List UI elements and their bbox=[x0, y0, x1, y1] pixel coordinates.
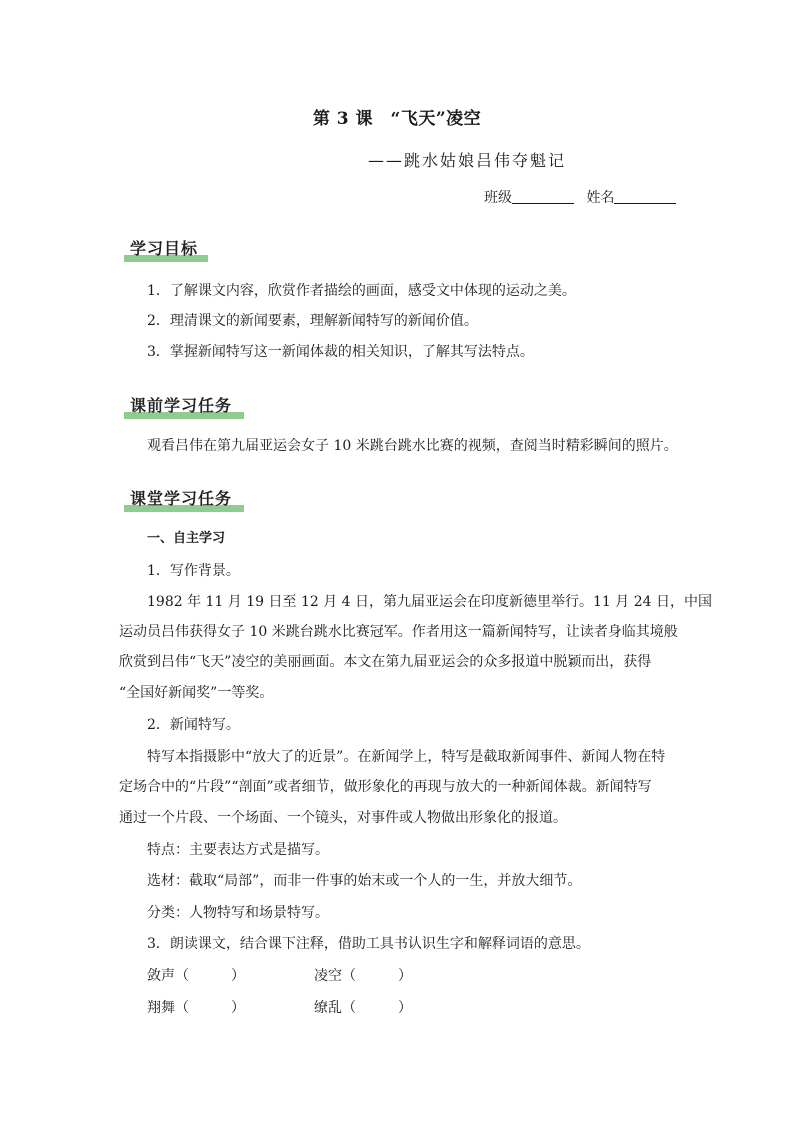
section-heading-inclass bbox=[124, 486, 244, 510]
objective-item: 2．理清课文的新闻要素，理解新闻特写的新闻价值。 bbox=[147, 313, 478, 329]
feature-writing-line: 定场合中的“片段”“剖面”或者细节，做形象化的再现与放大的一种新闻体裁。新闻特写 bbox=[119, 779, 652, 795]
vocab-item: 翔舞（ ） bbox=[147, 1000, 245, 1016]
feature-writing-line: 通过一个片段、一个场面、一个镜头，对事件或人物做出形象化的报道。 bbox=[119, 810, 567, 826]
class-label: 班级 bbox=[484, 190, 512, 206]
item-title: 2．新闻特写。 bbox=[147, 717, 240, 733]
name-label: 姓名 bbox=[586, 190, 615, 206]
feature-trait: 特点：主要表达方式是描写。 bbox=[147, 842, 329, 858]
section-heading-objectives bbox=[124, 236, 208, 260]
background-line: 欣赏到吕伟“飞天”凌空的美丽画面。本文在第九届亚运会的众多报道中脱颖而出，获得 bbox=[119, 654, 652, 670]
background-line: “全国好新闻奖”一等奖。 bbox=[119, 685, 274, 701]
section-heading-text: 课堂学习任务 bbox=[130, 489, 233, 508]
section-heading-text: 课前学习任务 bbox=[130, 396, 233, 415]
background-line: 1982 年 11 月 19 日至 12 月 4 日，第九届亚运会在印度新德里举行。11 月 24 日，中国 bbox=[147, 594, 713, 610]
page-title: 第 3 课 “飞天”凌空 bbox=[312, 109, 482, 129]
item-title: 1．写作背景。 bbox=[147, 563, 240, 579]
objective-item: 3．掌握新闻特写这一新闻体裁的相关知识，了解其写法特点。 bbox=[147, 344, 534, 360]
section-heading-preclass bbox=[124, 393, 244, 417]
vocab-item: 凌空（ ） bbox=[314, 968, 412, 984]
feature-writing-line: 特写本指摄影中“放大了的近景”。在新闻学上，特写是截取新闻事件、新闻人物在特 bbox=[147, 749, 666, 765]
class-name-line bbox=[484, 187, 676, 207]
background-line: 运动员吕伟获得女子 10 米跳台跳水比赛冠军。作者用这一篇新闻特写，让读者身临其境般 bbox=[119, 624, 678, 640]
feature-category: 分类：人物特写和场景特写。 bbox=[147, 905, 329, 921]
preclass-task: 观看吕伟在第九届亚运会女子 10 米跳台跳水比赛的视频，查阅当时精彩瞬间的照片。 bbox=[147, 438, 678, 454]
item-title: 3．朗读课文，结合课下注释，借助工具书认识生字和解释词语的意思。 bbox=[147, 936, 590, 952]
section-heading-text: 学习目标 bbox=[130, 239, 199, 258]
name-blank bbox=[614, 189, 676, 204]
feature-material: 选材：截取“局部”，而非一件事的始末或一个人的一生，并放大细节。 bbox=[147, 873, 582, 889]
vocab-item: 敛声（ ） bbox=[147, 968, 245, 984]
objective-item: 1．了解课文内容，欣赏作者描绘的画面，感受文中体现的运动之美。 bbox=[147, 283, 576, 299]
vocab-item: 缭乱（ ） bbox=[314, 1000, 412, 1016]
subheading-self-study: 一、自主学习 bbox=[147, 531, 226, 546]
class-blank bbox=[512, 189, 574, 204]
page-subtitle: ——跳水姑娘吕伟夺魁记 bbox=[368, 151, 567, 170]
